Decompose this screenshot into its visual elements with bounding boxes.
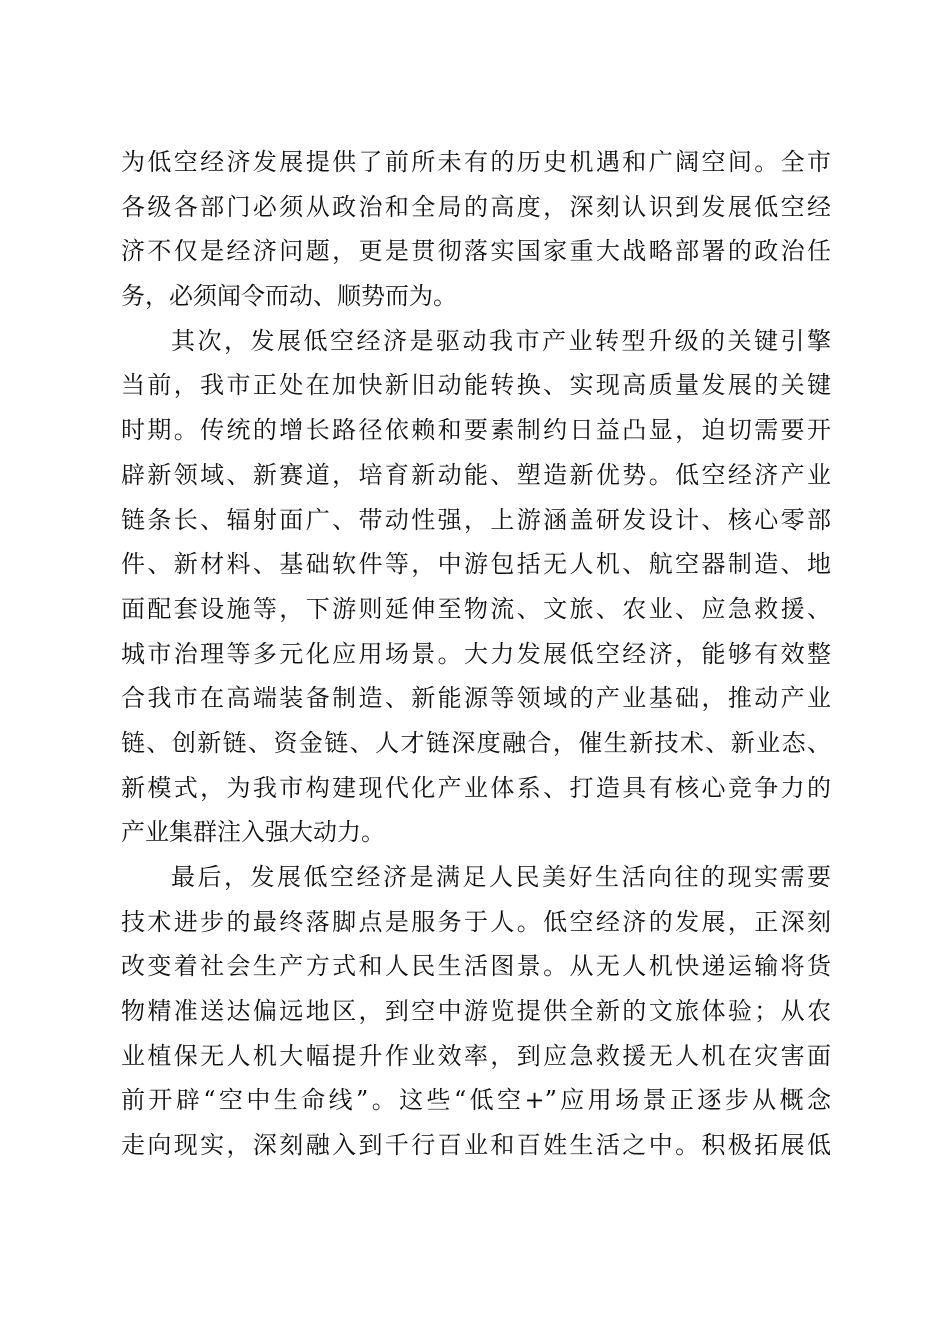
text-line: 面配套设施等，下游则延伸至物流、文旅、农业、应急救援、 — [121, 594, 831, 623]
text-line: 其次，发展低空经济是驱动我市产业转型升级的关键引擎 — [171, 326, 831, 355]
text-line: 链、创新链、资金链、人才链深度融合，催生新技术、新业态、 — [121, 728, 831, 757]
text-line: 物精准送达偏远地区，到空中游览提供全新的文旅体验；从农 — [121, 997, 831, 1026]
text-line: 务，必须闻令而动、顺势而为。 — [121, 282, 457, 311]
text-line: 城市治理等多元化应用场景。大力发展低空经济，能够有效整 — [121, 639, 831, 668]
text-line: 为低空经济发展提供了前所未有的历史机遇和广阔空间。全市 — [121, 148, 831, 176]
text-line: 当前，我市正处在加快新旧动能转换、实现高质量发展的关键 — [121, 371, 831, 400]
text-line: 合我市在高端装备制造、新能源等领域的产业基础，推动产业 — [121, 684, 831, 713]
text-line: 最后，发展低空经济是满足人民美好生活向往的现实需要 — [171, 863, 831, 891]
text-line: 件、新材料、基础软件等，中游包括无人机、航空器制造、地 — [121, 550, 831, 579]
text-line: 新模式，为我市构建现代化产业体系、打造具有核心竞争力的 — [121, 773, 831, 802]
text-line: 前开辟“空中生命线”。这些“低空+”应用场景正逐步从概念 — [121, 1086, 831, 1115]
text-line: 业植保无人机大幅提升作业效率，到应急救援无人机在灾害面 — [121, 1041, 831, 1070]
paragraph-3 — [121, 855, 831, 1168]
text-line: 链条长、辐射面广、带动性强，上游涵盖研发设计、核心零部 — [121, 505, 831, 534]
text-line: 改变着社会生产方式和人民生活图景。从无人机快递运输将货 — [121, 952, 831, 981]
paragraph-2 — [121, 319, 831, 855]
text-line: 时期。传统的增长路径依赖和要素制约日益凸显，迫切需要开 — [121, 416, 831, 445]
text-line: 走向现实，深刻融入到千行百业和百姓生活之中。积极拓展低 — [121, 1131, 831, 1160]
paragraph-1 — [121, 140, 831, 319]
text-line: 各级各部门必须从政治和全局的高度，深刻认识到发展低空经 — [121, 192, 831, 221]
text-line: 济不仅是经济问题，更是贯彻落实国家重大战略部署的政治任 — [121, 237, 831, 266]
text-line: 技术进步的最终落脚点是服务于人。低空经济的发展，正深刻 — [121, 907, 831, 936]
body-text — [121, 140, 831, 1168]
text-line: 产业集群注入强大动力。 — [121, 818, 385, 847]
text-line: 辟新领域、新赛道，培育新动能、塑造新优势。低空经济产业 — [121, 460, 831, 489]
